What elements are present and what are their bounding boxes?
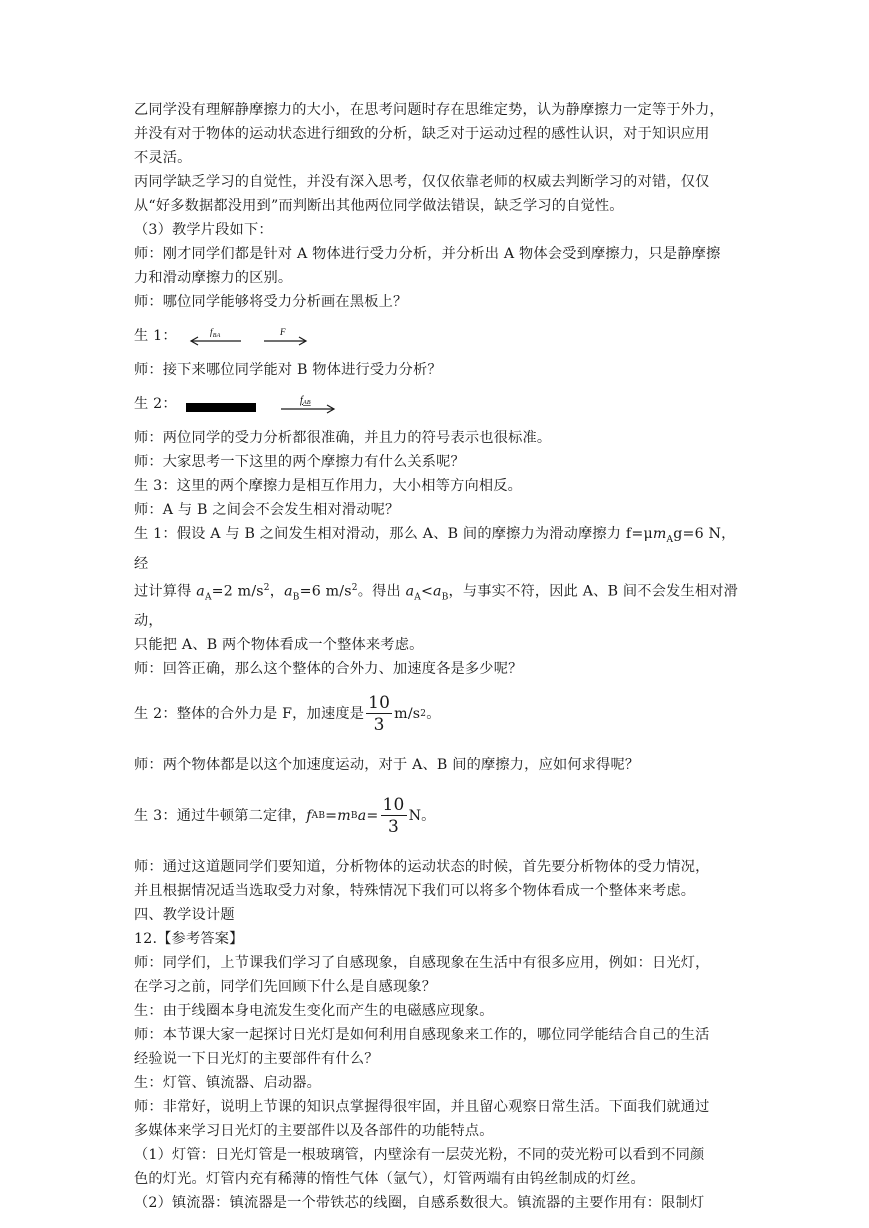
student1-label: 生 1： — [134, 328, 177, 344]
paragraph: 师：非常好，说明上节课的知识点掌握得很牢固，并且留心观察日常生活。下面我们就通过 — [134, 1099, 710, 1116]
paragraph: 并且根据情况适当选取受力对象，特殊情况下我们可以将多个物体看成一个整体来考虑。 — [134, 883, 696, 900]
paragraph: 不灵活。 — [134, 150, 192, 166]
paragraph: 力和滑动摩擦力的区别。 — [134, 270, 293, 286]
paragraph: （3）教学片段如下： — [134, 222, 273, 238]
paragraph: 师：本节课大家一起探讨日光灯是如何利用自感现象来工作的，哪位同学能结合自己的生活 — [134, 1027, 710, 1044]
fraction: $\frac{10}{3}$ — [382, 794, 405, 837]
fraction: $\frac{10}{3}$ — [368, 692, 391, 735]
paragraph: 生：灯管、镇流器、启动器。 — [134, 1075, 322, 1092]
student2-force-diagram — [134, 382, 738, 426]
paragraph: 师：刚才同学们都是针对 A 物体进行受力分析，并分析出 A 物体会受到摩擦力，只是静摩擦 — [134, 246, 721, 262]
force-label-fba: $f_{BA}$ — [210, 327, 221, 339]
force-label-fab: fAB — [300, 395, 311, 406]
paragraph: 过计算得 $a_A=2$ $m/s^2$，$a_B=6$ $m/s^2$。得出 $a_A<a_B$，与事实不符，因此 A、B 间不会发生相对滑动， — [134, 582, 738, 630]
paragraph: 在学习之前，同学们先回顾下什么是自感现象？ — [134, 979, 437, 996]
paragraph: 师：哪位同学能够将受力分析画在黑板上？ — [134, 294, 408, 310]
paragraph: 从“好多数据都没用到”而判断出其他两位同学做法错误，缺乏学习的自觉性。 — [134, 198, 624, 214]
paragraph: 并没有对于物体的运动状态进行细致的分析，缺乏对于运动过程的感性认识，对于知识应用 — [134, 126, 710, 142]
paragraph: 师：大家思考一下这里的两个摩擦力有什么关系呢？ — [134, 454, 465, 470]
paragraph: 只能把 A、B 两个物体看成一个整体来考虑。 — [134, 637, 424, 654]
document-body — [134, 98, 738, 1215]
section-heading: 四、教学设计题 — [134, 907, 235, 924]
paragraph: （1）灯管：日光灯管是一根玻璃管，内壁涂有一层荧光粉，不同的荧光粉可以看到不同颜 — [134, 1147, 705, 1164]
paragraph: 师：两位同学的受力分析都很准确，并且力的符号表示也很标准。 — [134, 430, 552, 446]
force-arrows-a — [186, 321, 326, 351]
student2-label: 生 2： — [134, 396, 177, 412]
paragraph: 生 3：这里的两个摩擦力是相互作用力，大小相等方向相反。 — [134, 478, 523, 494]
answer-heading: 12.【参考答案】 — [134, 931, 244, 948]
paragraph: 多媒体来学习日光灯的主要部件以及各部件的功能特点。 — [134, 1123, 494, 1140]
paragraph: 师：同学们，上节课我们学习了自感现象，自感现象在生活中有很多应用，例如：日光灯， — [134, 955, 710, 972]
paragraph: 乙同学没有理解静摩擦力的大小，在思考问题时存在思维定势，认为静摩擦力一定等于外力， — [134, 102, 724, 118]
force-arrows-b — [186, 389, 356, 419]
force-label-f: F — [280, 327, 286, 337]
paragraph: 丙同学缺乏学习的自觉性，并没有深入思考，仅仅依靠老师的权威去判断学习的对错，仅仅 — [134, 174, 710, 190]
paragraph: 师：通过这道题同学们要知道，分析物体的运动状态的时候，首先要分析物体的受力情况， — [134, 859, 710, 876]
paragraph: 师：两个物体都是以这个加速度运动，对于 A、B 间的摩擦力，应如何求得呢？ — [134, 757, 640, 774]
redacted-block — [186, 403, 256, 412]
student3-answer: 生 3：通过牛顿第二定律， f AB = m B a = $\frac{10}{3}$ N。 — [134, 794, 436, 837]
paragraph: 师：回答正确，那么这个整体的合外力、加速度各是多少呢？ — [134, 661, 523, 678]
paragraph: （2）镇流器：镇流器是一个带铁芯的线圈，自感系数很大。镇流器的主要作用有：限制灯 — [134, 1195, 705, 1212]
paragraph: 师：接下来哪位同学能对 B 物体进行受力分析？ — [134, 362, 442, 378]
paragraph: 生 1：假设 A 与 B 之间发生相对滑动，那么 A、B 间的摩擦力为滑动摩擦力 $f=\mu m_Ag=6$ N，经 — [134, 526, 736, 572]
student1-force-diagram — [134, 314, 738, 358]
paragraph: 色的灯光。灯管内充有稀薄的惰性气体（氩气），灯管两端有由钨丝制成的灯丝。 — [134, 1171, 645, 1188]
paragraph: 师：A 与 B 之间会不会发生相对滑动呢？ — [134, 502, 400, 518]
paragraph: 经验说一下日光灯的主要部件有什么？ — [134, 1051, 379, 1068]
student2-answer: 生 2：整体的合外力是 F，加速度是 $\frac{10}{3}$ m/s 2 。 — [134, 692, 441, 735]
paragraph: 生：由于线圈本身电流发生变化而产生的电磁感应现象。 — [134, 1003, 494, 1020]
